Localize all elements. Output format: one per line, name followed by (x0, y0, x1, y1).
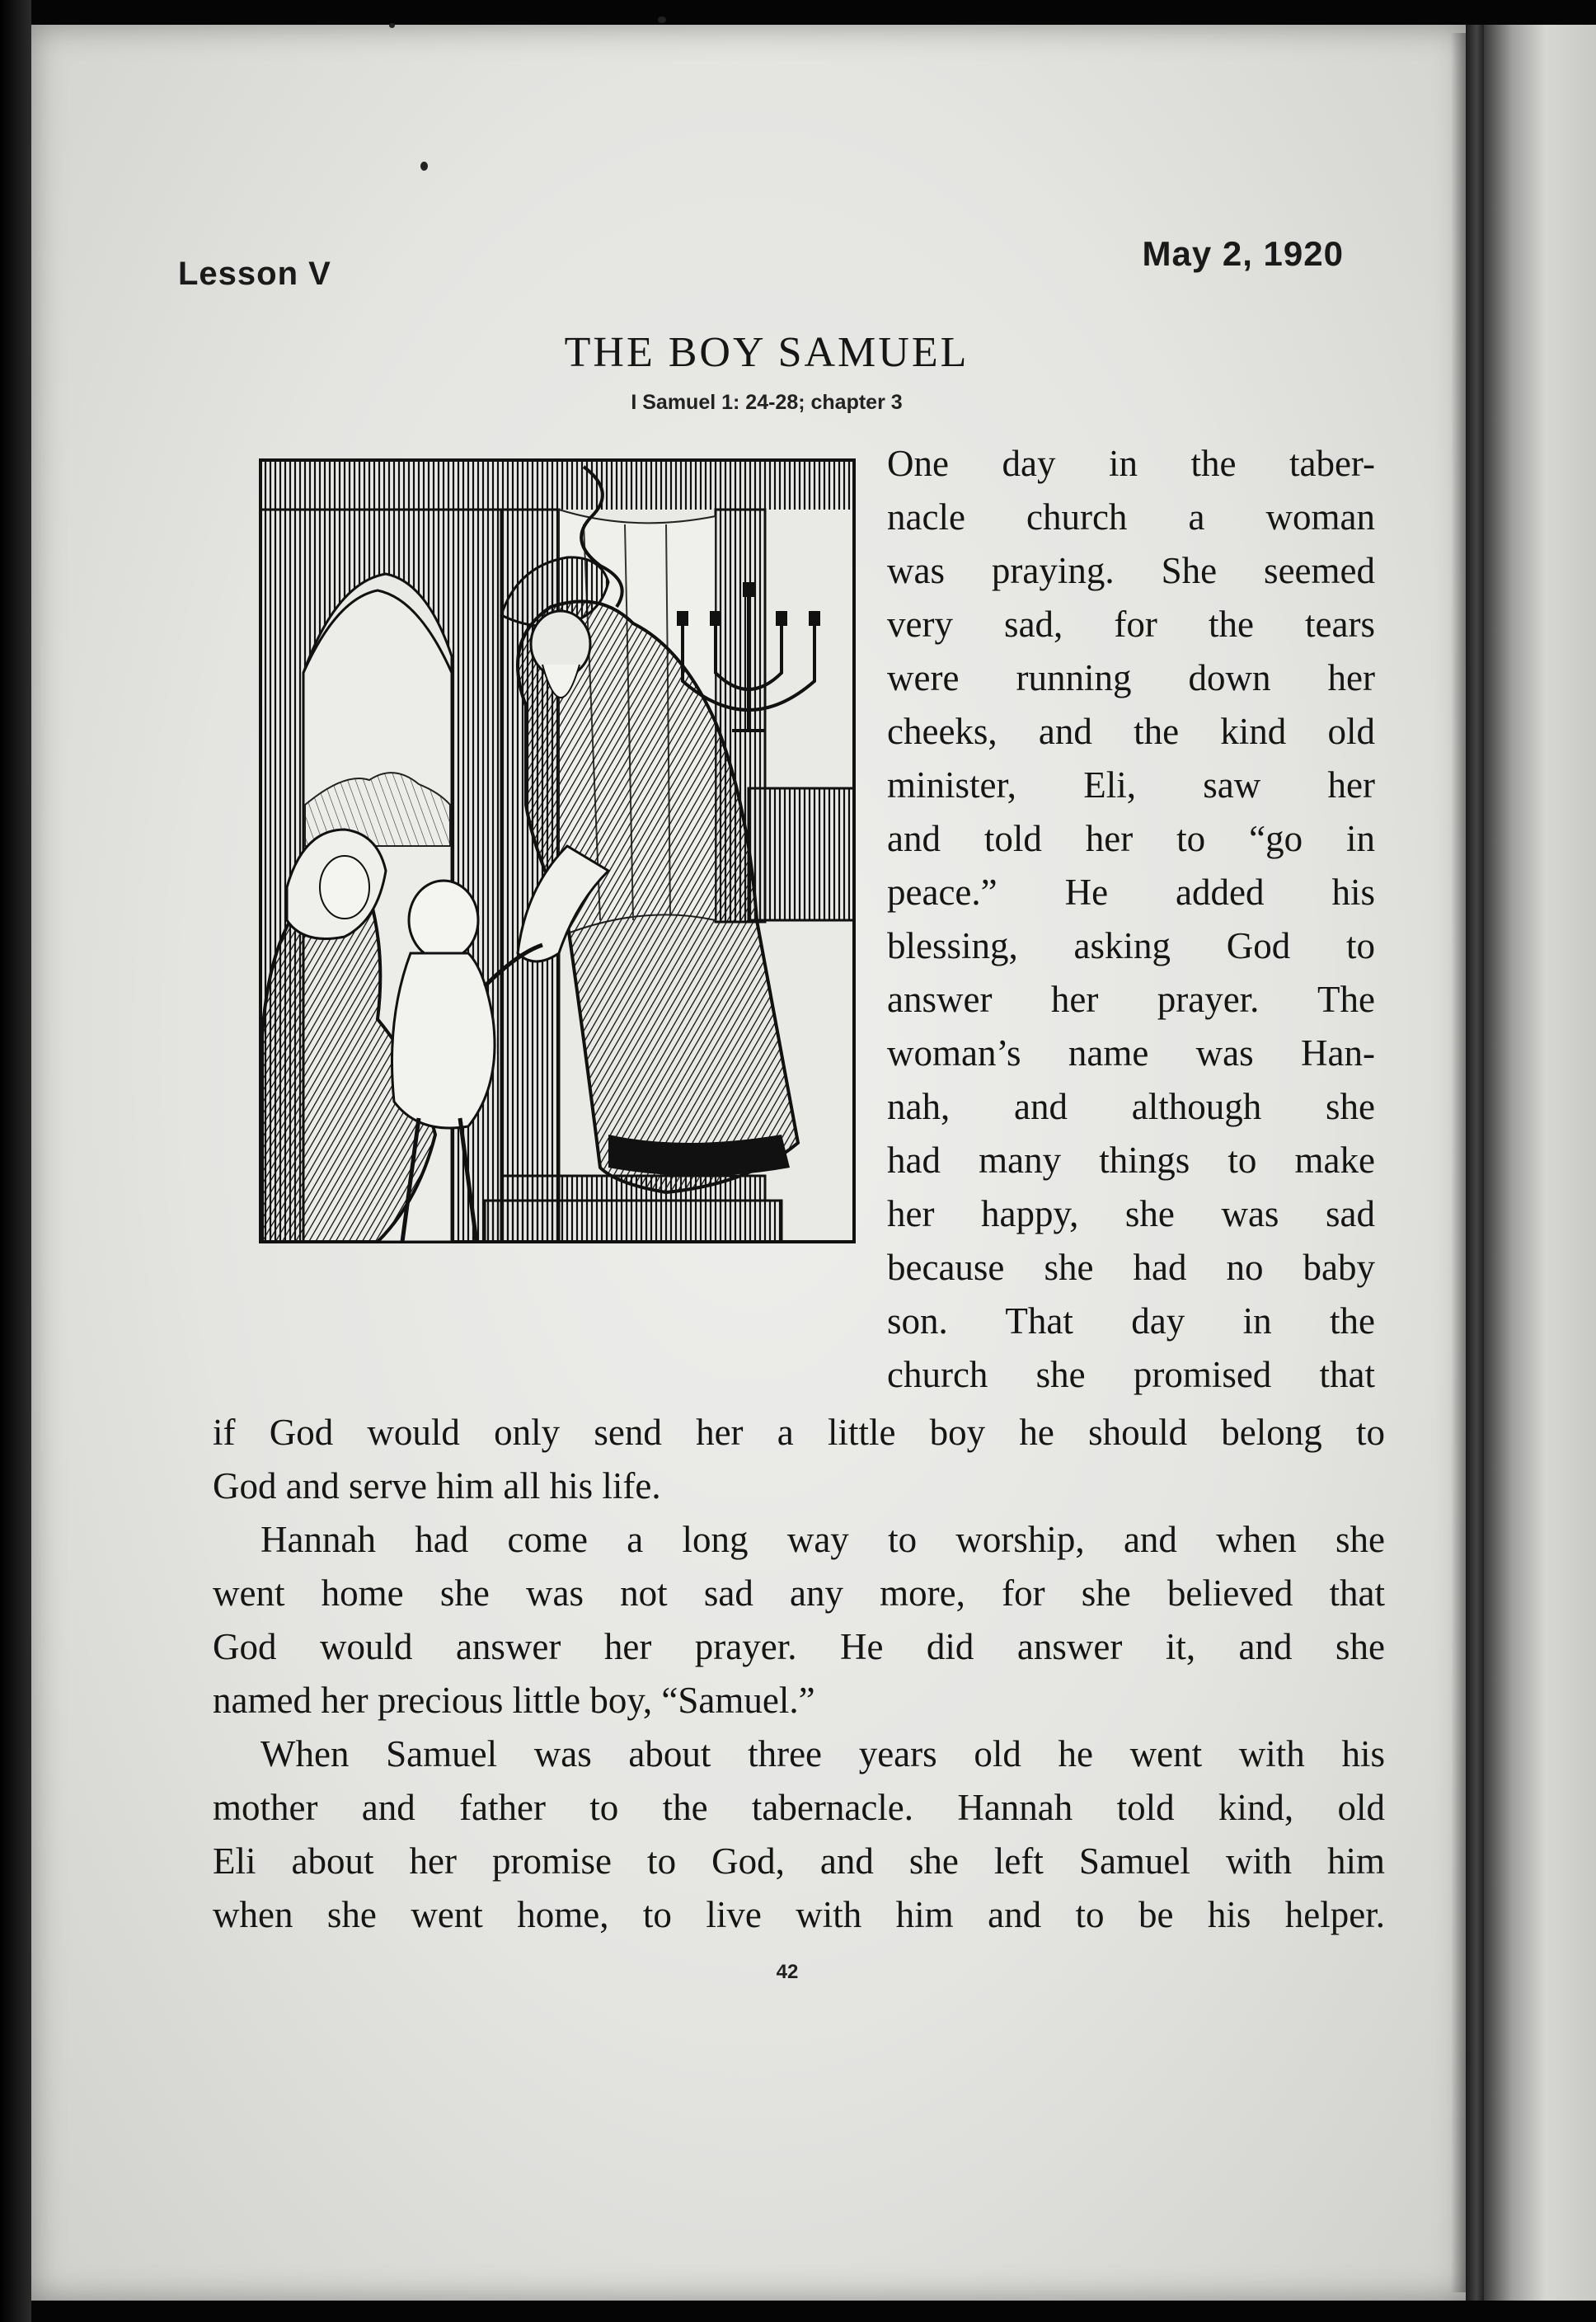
text-line: One day in the taber- (887, 443, 1375, 484)
samuel-eli-illustration (254, 458, 859, 1369)
text-line: nacle church a woman (887, 496, 1375, 538)
full-width-paragraphs (213, 1406, 1385, 1942)
text-line: nah, and although she (887, 1086, 1375, 1127)
lesson-label: Lesson V (178, 256, 331, 292)
text-line: Eli about her promise to God, and she left Samuel with him (213, 1840, 1385, 1882)
wrapped-paragraph-column (887, 437, 1375, 1402)
paper-speck (389, 23, 395, 28)
text-line: had many things to make (887, 1140, 1375, 1181)
text-line: peace.” He added his (887, 872, 1375, 913)
text-line: cheeks, and the kind old (887, 711, 1375, 752)
text-line: Hannah had come a long way to worship, and when she (261, 1519, 1385, 1560)
text-line: because she had no baby (887, 1247, 1375, 1288)
text-line: woman’s name was Han- (887, 1032, 1375, 1074)
text-line: church she promised that (887, 1354, 1375, 1395)
page-title: THE BOY SAMUEL (564, 329, 969, 376)
text-line: mother and father to the tabernacle. Hannah told kind, old (213, 1787, 1385, 1828)
text-line: very sad, for the tears (887, 604, 1375, 645)
text-line: went home she was not sad any more, for she believed that (213, 1572, 1385, 1614)
text-line: God would answer her prayer. He did answer it, and she (213, 1626, 1385, 1667)
page-number: 42 (776, 1961, 799, 1983)
text-line: were running down her (887, 657, 1375, 698)
text-line: her happy, she was sad (887, 1193, 1375, 1234)
lesson-date: May 2, 1920 (1142, 234, 1344, 273)
text-line: answer her prayer. The (887, 979, 1375, 1020)
paper-speck (658, 16, 666, 23)
text-line: named her precious little boy, “Samuel.” (213, 1680, 815, 1721)
text-line: was praying. She seemed (887, 550, 1375, 591)
text-line: minister, Eli, saw her (887, 764, 1375, 806)
text-line: When Samuel was about three years old he went with his (261, 1733, 1385, 1774)
text-line: and told her to “go in (887, 818, 1375, 859)
text-line: son. That day in the (887, 1300, 1375, 1342)
text-line: God and serve him all his life. (213, 1465, 661, 1506)
scripture-reference: I Samuel 1: 24-28; chapter 3 (631, 391, 903, 414)
text-line: if God would only send her a little boy he should belong to (213, 1412, 1385, 1453)
paper-speck (420, 162, 428, 171)
text-line: blessing, asking God to (887, 925, 1375, 966)
text-line: when she went home, to live with him and to be his helper. (213, 1894, 1385, 1935)
